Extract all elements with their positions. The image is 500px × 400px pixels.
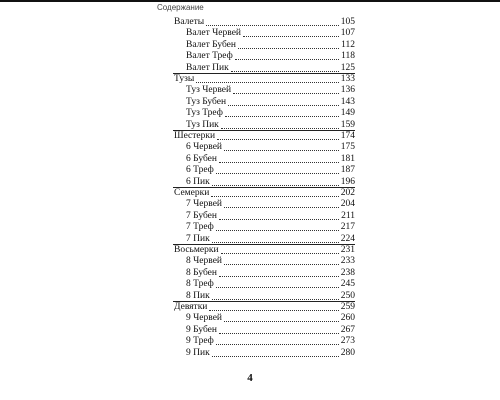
toc-dot-leader xyxy=(196,75,339,83)
toc-entry-page: 175 xyxy=(340,142,355,153)
toc-subsection-entry xyxy=(186,348,355,359)
toc-subsection-entry xyxy=(186,234,355,245)
toc-section-entry xyxy=(174,17,355,28)
toc-subsection-entry xyxy=(186,256,355,267)
toc-subsection-entry xyxy=(186,85,355,96)
toc-entry-title: Туз Червей xyxy=(186,85,232,96)
toc-entry-title: Валет Бубен xyxy=(186,39,236,50)
toc-entry-title: 9 Пик xyxy=(186,347,210,358)
toc-entry-title: Девятки xyxy=(174,302,208,312)
toc-dot-leader xyxy=(219,326,339,334)
toc-entry-title: 6 Пик xyxy=(186,176,210,187)
toc-entry-page: 267 xyxy=(340,324,355,335)
toc-dot-leader xyxy=(219,212,339,220)
toc-subsection-entry xyxy=(186,40,355,51)
toc-subsection-entry xyxy=(186,291,355,302)
toc-subsection-entry xyxy=(186,108,355,119)
toc-entry-page: 231 xyxy=(340,245,355,255)
toc-dot-leader xyxy=(224,314,339,322)
toc-entry-title: 7 Треф xyxy=(186,222,214,233)
toc-entry-page: 202 xyxy=(340,188,355,198)
toc-entry-title: 9 Треф xyxy=(186,336,214,347)
toc-entry-page: 181 xyxy=(340,153,355,164)
toc-dot-leader xyxy=(224,257,339,265)
toc-dot-leader xyxy=(233,86,339,94)
toc-dot-leader xyxy=(216,166,339,174)
toc-entry-title: 6 Червей xyxy=(186,142,222,153)
toc-entry-title: 7 Бубен xyxy=(186,210,217,221)
toc-dot-leader xyxy=(235,52,339,60)
toc-subsection-entry xyxy=(186,199,355,210)
toc-subsection-entry xyxy=(186,177,355,188)
toc-dot-leader xyxy=(216,223,339,231)
toc-entry-page: 112 xyxy=(341,39,355,50)
toc-dot-leader xyxy=(225,109,339,117)
toc-entry-page: 204 xyxy=(340,199,355,210)
toc-entry-title: 9 Червей xyxy=(186,313,222,324)
toc-entry-title: Семерки xyxy=(174,188,210,198)
toc-entry-page: 159 xyxy=(340,119,355,130)
toc-subsection-entry xyxy=(186,222,355,233)
toc-dot-leader xyxy=(231,64,339,72)
toc-entry-page: 224 xyxy=(340,233,355,244)
running-head: Содержание xyxy=(157,3,204,12)
toc-entry-page: 107 xyxy=(340,28,355,39)
toc-dot-leader xyxy=(228,98,339,106)
toc-dot-leader xyxy=(216,280,339,288)
toc-dot-leader xyxy=(221,246,339,254)
toc-entry-page: 136 xyxy=(340,85,355,96)
toc-entry-title: 7 Пик xyxy=(186,233,210,244)
toc-subsection-entry xyxy=(186,313,355,324)
toc-subsection-entry xyxy=(186,97,355,108)
toc-section-entry xyxy=(174,245,355,256)
toc-entry-title: Валет Треф xyxy=(186,51,233,62)
toc-entry-title: 7 Червей xyxy=(186,199,222,210)
toc-dot-leader xyxy=(212,235,339,243)
toc-entry-page: 174 xyxy=(340,131,355,141)
toc-subsection-entry xyxy=(186,142,355,153)
toc-entry-page: 211 xyxy=(341,210,355,221)
toc-dot-leader xyxy=(212,349,339,357)
toc-dot-leader xyxy=(219,155,339,163)
toc-dot-leader xyxy=(206,18,339,26)
toc-dot-leader xyxy=(221,121,339,129)
toc-entry-page: 238 xyxy=(340,267,355,278)
toc-entry-page: 260 xyxy=(340,313,355,324)
toc-entry-title: Валет Пик xyxy=(186,62,229,73)
toc-entry-title: Восьмерки xyxy=(174,245,219,255)
toc-section-entry xyxy=(174,131,355,142)
toc-subsection-entry xyxy=(186,211,355,222)
toc-entry-title: 8 Бубен xyxy=(186,267,217,278)
toc-dot-leader xyxy=(238,41,339,49)
toc-subsection-entry xyxy=(186,325,355,336)
page-number: 4 xyxy=(247,372,253,384)
toc-entry-title: 9 Бубен xyxy=(186,324,217,335)
toc-dot-leader xyxy=(216,337,339,345)
toc-subsection-entry xyxy=(186,154,355,165)
toc-dot-leader xyxy=(209,303,338,311)
toc-entry-page: 280 xyxy=(340,347,355,358)
toc-subsection-entry xyxy=(186,51,355,62)
toc-entry-title: Тузы xyxy=(174,74,195,84)
toc-dot-leader xyxy=(224,200,339,208)
toc-entry-page: 105 xyxy=(340,17,355,27)
toc-entry-title: Валет Червей xyxy=(186,28,241,39)
toc-dot-leader xyxy=(243,29,339,37)
toc-subsection-entry xyxy=(186,28,355,39)
toc-subsection-entry xyxy=(186,120,355,131)
toc-dot-leader xyxy=(212,178,339,186)
toc-dot-leader xyxy=(217,132,339,140)
toc-entry-page: 250 xyxy=(340,290,355,301)
toc-subsection-entry xyxy=(186,336,355,347)
toc-dot-leader xyxy=(219,269,339,277)
toc-entry-title: 8 Червей xyxy=(186,256,222,267)
toc-entry-page: 273 xyxy=(340,336,355,347)
toc-entry-title: 6 Треф xyxy=(186,165,214,176)
toc-entry-title: Туз Треф xyxy=(186,108,223,119)
toc-entry-page: 187 xyxy=(340,165,355,176)
toc-dot-leader xyxy=(211,189,338,197)
toc-dot-leader xyxy=(224,143,339,151)
toc-entry-page: 233 xyxy=(340,256,355,267)
toc-entry-page: 196 xyxy=(340,176,355,187)
toc-entry-title: Туз Пик xyxy=(186,119,219,130)
toc-entry-page: 125 xyxy=(340,62,355,73)
toc-entry-page: 118 xyxy=(341,51,355,62)
toc-section-entry xyxy=(174,74,355,85)
toc-entry-title: 6 Бубен xyxy=(186,153,217,164)
toc-entry-title: 8 Пик xyxy=(186,290,210,301)
toc-subsection-entry xyxy=(186,279,355,290)
toc-section-entry xyxy=(174,188,355,199)
toc-subsection-entry xyxy=(186,268,355,279)
toc-entry-page: 143 xyxy=(340,96,355,107)
toc-entry-title: Шестерки xyxy=(174,131,216,141)
toc-subsection-entry xyxy=(186,165,355,176)
toc-subsection-entry xyxy=(186,63,355,74)
page-top-rule xyxy=(0,0,500,2)
toc-entry-page: 259 xyxy=(340,302,355,312)
toc-entry-title: 8 Треф xyxy=(186,279,214,290)
toc-entry-page: 133 xyxy=(340,74,355,84)
toc-entry-page: 217 xyxy=(340,222,355,233)
toc-dot-leader xyxy=(212,292,339,300)
toc-entry-title: Валеты xyxy=(174,17,205,27)
toc-entry-page: 149 xyxy=(340,108,355,119)
toc-section-entry xyxy=(174,302,355,313)
toc-entry-page: 245 xyxy=(340,279,355,290)
toc-entry-title: Туз Бубен xyxy=(186,96,227,107)
